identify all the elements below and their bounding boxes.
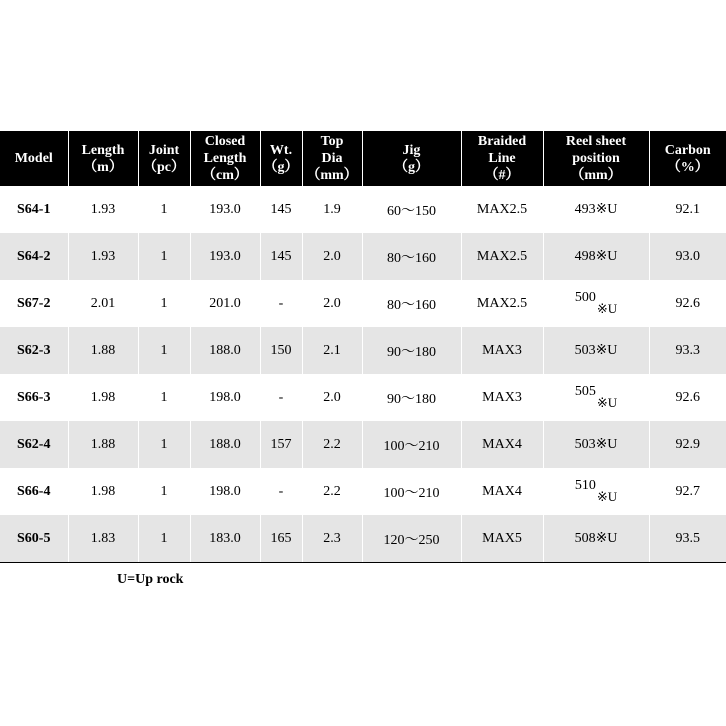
cell-top-dia: 2.1 bbox=[302, 327, 362, 374]
table-row bbox=[0, 233, 726, 280]
cell-braided-line: MAX3 bbox=[461, 374, 543, 421]
cell-wt: 145 bbox=[260, 233, 302, 280]
cell-joint: 1 bbox=[138, 374, 190, 421]
cell-top-dia: 2.0 bbox=[302, 280, 362, 327]
header-wt bbox=[260, 131, 302, 186]
reel-position-value: 505 bbox=[574, 384, 596, 399]
cell-closed-length: 198.0 bbox=[190, 374, 260, 421]
header-top-dia-line: （mm） bbox=[306, 168, 358, 183]
cell-braided-line: MAX4 bbox=[461, 421, 543, 468]
cell-braided-line: MAX2.5 bbox=[461, 280, 543, 327]
header-top-dia-line: Top bbox=[320, 134, 344, 149]
cell-joint: 1 bbox=[138, 280, 190, 327]
cell-closed-length: 193.0 bbox=[190, 186, 260, 233]
cell-wt: - bbox=[260, 468, 302, 515]
header-braided-line-line: Braided bbox=[477, 134, 527, 149]
reel-position-suffix: ※U bbox=[596, 395, 618, 410]
cell-closed-length: 193.0 bbox=[190, 233, 260, 280]
header-braided-line-line: Line bbox=[488, 151, 516, 166]
cell-model: S67-2 bbox=[0, 280, 68, 327]
cell-top-dia: 2.2 bbox=[302, 468, 362, 515]
cell-length: 1.93 bbox=[68, 233, 138, 280]
cell-carbon: 92.6 bbox=[649, 280, 726, 327]
cell-closed-length: 188.0 bbox=[190, 327, 260, 374]
cell-model: S62-3 bbox=[0, 327, 68, 374]
cell-joint: 1 bbox=[138, 468, 190, 515]
cell-jig: 80～160 bbox=[362, 280, 461, 327]
cell-reel-position: 508※U bbox=[543, 515, 649, 563]
header-closed-length-line: Length bbox=[203, 151, 247, 166]
cell-reel-position bbox=[543, 468, 649, 515]
reel-position-suffix: ※U bbox=[596, 489, 618, 504]
cell-length: 2.01 bbox=[68, 280, 138, 327]
cell-model: S64-2 bbox=[0, 233, 68, 280]
header-jig bbox=[362, 131, 461, 186]
cell-closed-length: 183.0 bbox=[190, 515, 260, 563]
header-carbon-line: Carbon bbox=[664, 142, 711, 158]
cell-wt: 165 bbox=[260, 515, 302, 563]
header-closed-length bbox=[190, 131, 260, 186]
header-wt-line: Wt. bbox=[269, 142, 293, 158]
cell-closed-length: 188.0 bbox=[190, 421, 260, 468]
cell-carbon: 92.7 bbox=[649, 468, 726, 515]
cell-reel-position: 498※U bbox=[543, 233, 649, 280]
cell-jig: 100～210 bbox=[362, 468, 461, 515]
header-model bbox=[0, 131, 68, 186]
cell-reel-position: 503※U bbox=[543, 327, 649, 374]
header-jig-line: Jig bbox=[402, 142, 421, 158]
cell-reel-position: 493※U bbox=[543, 186, 649, 233]
cell-braided-line: MAX2.5 bbox=[461, 233, 543, 280]
cell-carbon: 93.0 bbox=[649, 233, 726, 280]
cell-reel-position: 503※U bbox=[543, 421, 649, 468]
cell-carbon: 92.6 bbox=[649, 374, 726, 421]
cell-jig: 60～150 bbox=[362, 186, 461, 233]
header-closed-length-line: （cm） bbox=[202, 168, 248, 183]
header-carbon bbox=[649, 131, 726, 186]
cell-closed-length: 198.0 bbox=[190, 468, 260, 515]
cell-top-dia: 2.3 bbox=[302, 515, 362, 563]
cell-jig: 100～210 bbox=[362, 421, 461, 468]
cell-length: 1.98 bbox=[68, 374, 138, 421]
table-row bbox=[0, 515, 726, 563]
cell-top-dia: 2.0 bbox=[302, 374, 362, 421]
cell-top-dia: 2.2 bbox=[302, 421, 362, 468]
header-braided-line bbox=[461, 131, 543, 186]
cell-model: S64-1 bbox=[0, 186, 68, 233]
table-row bbox=[0, 186, 726, 233]
reel-position-value: 500 bbox=[574, 290, 596, 305]
cell-reel-position bbox=[543, 374, 649, 421]
table-row bbox=[0, 327, 726, 374]
cell-jig: 120～250 bbox=[362, 515, 461, 563]
cell-joint: 1 bbox=[138, 515, 190, 563]
cell-wt: - bbox=[260, 374, 302, 421]
header-carbon-line: （%） bbox=[666, 159, 709, 175]
cell-carbon: 92.9 bbox=[649, 421, 726, 468]
cell-model: S62-4 bbox=[0, 421, 68, 468]
header-length-line: （m） bbox=[83, 159, 123, 175]
header-jig-line: （g） bbox=[394, 159, 429, 175]
cell-model: S66-3 bbox=[0, 374, 68, 421]
header-wt-line: （g） bbox=[263, 159, 299, 175]
cell-wt: - bbox=[260, 280, 302, 327]
header-reel-sheet-position-line: （mm） bbox=[570, 168, 622, 183]
table-row bbox=[0, 280, 726, 327]
cell-jig: 80～160 bbox=[362, 233, 461, 280]
cell-joint: 1 bbox=[138, 186, 190, 233]
footnote: U=Up rock bbox=[117, 572, 184, 587]
header-length-line: Length bbox=[81, 142, 125, 158]
cell-wt: 157 bbox=[260, 421, 302, 468]
table-row bbox=[0, 421, 726, 468]
header-reel-sheet-position-line: position bbox=[572, 151, 620, 166]
cell-closed-length: 201.0 bbox=[190, 280, 260, 327]
cell-length: 1.88 bbox=[68, 421, 138, 468]
cell-jig: 90～180 bbox=[362, 374, 461, 421]
cell-wt: 150 bbox=[260, 327, 302, 374]
cell-model: S60-5 bbox=[0, 515, 68, 563]
reel-position-value: 510 bbox=[574, 478, 596, 493]
header-row bbox=[0, 131, 726, 186]
table-row bbox=[0, 374, 726, 421]
header-joint-line: Joint bbox=[148, 142, 180, 158]
cell-carbon: 93.3 bbox=[649, 327, 726, 374]
cell-joint: 1 bbox=[138, 233, 190, 280]
header-length bbox=[68, 131, 138, 186]
cell-length: 1.88 bbox=[68, 327, 138, 374]
cell-braided-line: MAX3 bbox=[461, 327, 543, 374]
cell-joint: 1 bbox=[138, 421, 190, 468]
cell-length: 1.98 bbox=[68, 468, 138, 515]
cell-carbon: 92.1 bbox=[649, 186, 726, 233]
cell-braided-line: MAX5 bbox=[461, 515, 543, 563]
cell-carbon: 93.5 bbox=[649, 515, 726, 563]
cell-jig: 90～180 bbox=[362, 327, 461, 374]
header-top-dia bbox=[302, 131, 362, 186]
cell-length: 1.93 bbox=[68, 186, 138, 233]
header-reel-sheet-position-line: Reel sheet bbox=[565, 134, 627, 149]
header-joint bbox=[138, 131, 190, 186]
cell-reel-position bbox=[543, 280, 649, 327]
cell-top-dia: 1.9 bbox=[302, 186, 362, 233]
table-row bbox=[0, 468, 726, 515]
header-top-dia-line: Dia bbox=[321, 151, 343, 166]
header-model-line: Model bbox=[14, 151, 53, 166]
table-body bbox=[0, 186, 726, 563]
cell-top-dia: 2.0 bbox=[302, 233, 362, 280]
reel-position-suffix: ※U bbox=[596, 301, 618, 316]
cell-wt: 145 bbox=[260, 186, 302, 233]
header-joint-line: （pc） bbox=[143, 159, 185, 175]
cell-joint: 1 bbox=[138, 327, 190, 374]
header-reel-sheet-position bbox=[543, 131, 649, 186]
header-closed-length-line: Closed bbox=[204, 134, 246, 149]
cell-length: 1.83 bbox=[68, 515, 138, 563]
cell-braided-line: MAX2.5 bbox=[461, 186, 543, 233]
header-braided-line-line: （#） bbox=[484, 168, 520, 183]
cell-model: S66-4 bbox=[0, 468, 68, 515]
spec-table bbox=[0, 131, 726, 563]
cell-braided-line: MAX4 bbox=[461, 468, 543, 515]
